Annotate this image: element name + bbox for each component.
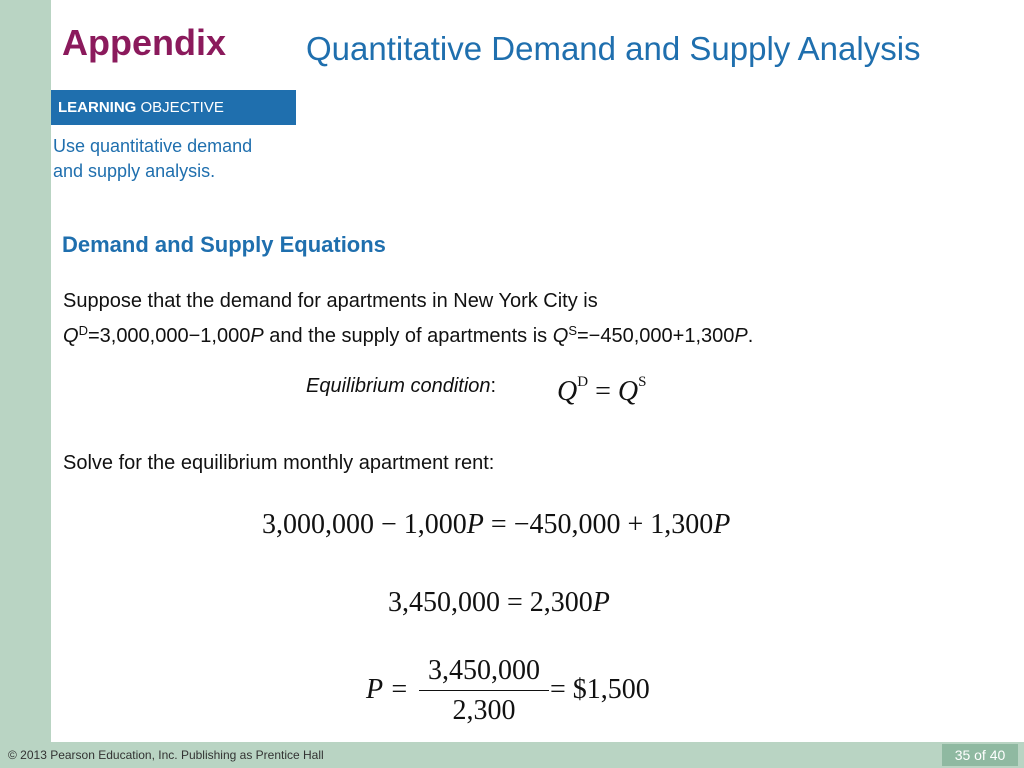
paragraph-middle: and the supply of apartments is [263, 325, 553, 347]
demand-expression: =3,000,000−1,000 [87, 325, 251, 347]
eq2-left: 3,450,000 = 2,300 [388, 587, 593, 618]
learning-objective-label-rest: OBJECTIVE [136, 99, 224, 116]
equilibrium-equation [557, 374, 646, 408]
eq1-left: 3,000,000 − 1,000 [262, 509, 467, 540]
equilibrium-qs: Q [617, 376, 639, 407]
equilibrium-condition-label [306, 375, 496, 398]
equilibrium-sup-d: D [577, 374, 589, 390]
left-sidebar-bar [0, 0, 51, 768]
equilibrium-equals: = [588, 376, 618, 407]
eq1-p2: P [713, 509, 731, 540]
slide-title: Quantitative Demand and Supply Analysis [306, 30, 921, 67]
supply-q: Q [552, 325, 569, 347]
equilibrium-qd: Q [557, 376, 578, 407]
paragraph-end: . [747, 325, 754, 347]
equation-1 [262, 509, 730, 541]
problem-paragraph [63, 287, 963, 351]
supply-sup: S [568, 323, 577, 338]
demand-p: P [250, 325, 264, 347]
paragraph-line1: Suppose that the demand for apartments in New York City is [63, 290, 598, 312]
learning-objective-badge [51, 90, 296, 125]
section-heading: Demand and Supply Equations [62, 232, 386, 257]
eq3-lhs [366, 674, 409, 706]
eq1-p1: P [466, 509, 484, 540]
learning-objective-label-bold: LEARNING [58, 99, 137, 116]
equilibrium-label: Equilibrium condition [306, 375, 491, 397]
eq3-lhs-text: P = [366, 674, 409, 705]
demand-sup: D [78, 323, 88, 338]
eq1-right: = −450,000 + 1,300 [483, 509, 714, 540]
solve-instruction: Solve for the equilibrium monthly apartment rent: [63, 452, 495, 474]
eq3-rhs: = $1,500 [550, 674, 650, 705]
equation-2 [388, 587, 610, 619]
equilibrium-sup-s: S [638, 374, 647, 390]
page-number-badge: 35 of 40 [942, 744, 1018, 766]
equilibrium-colon: : [490, 375, 497, 397]
supply-expression: =−450,000+1,300 [576, 325, 735, 347]
eq3-fraction [419, 655, 549, 727]
copyright-text: © 2013 Pearson Education, Inc. Publishing as Prentice Hall [8, 748, 324, 762]
learning-objective-text: Use quantitative demand and supply analysis. [53, 136, 253, 181]
eq3-numerator: 3,450,000 [419, 655, 549, 691]
eq2-p: P [592, 587, 610, 618]
supply-p: P [734, 325, 748, 347]
eq3-denominator: 2,300 [452, 695, 516, 726]
appendix-label: Appendix [62, 22, 227, 63]
demand-q: Q [63, 325, 79, 347]
